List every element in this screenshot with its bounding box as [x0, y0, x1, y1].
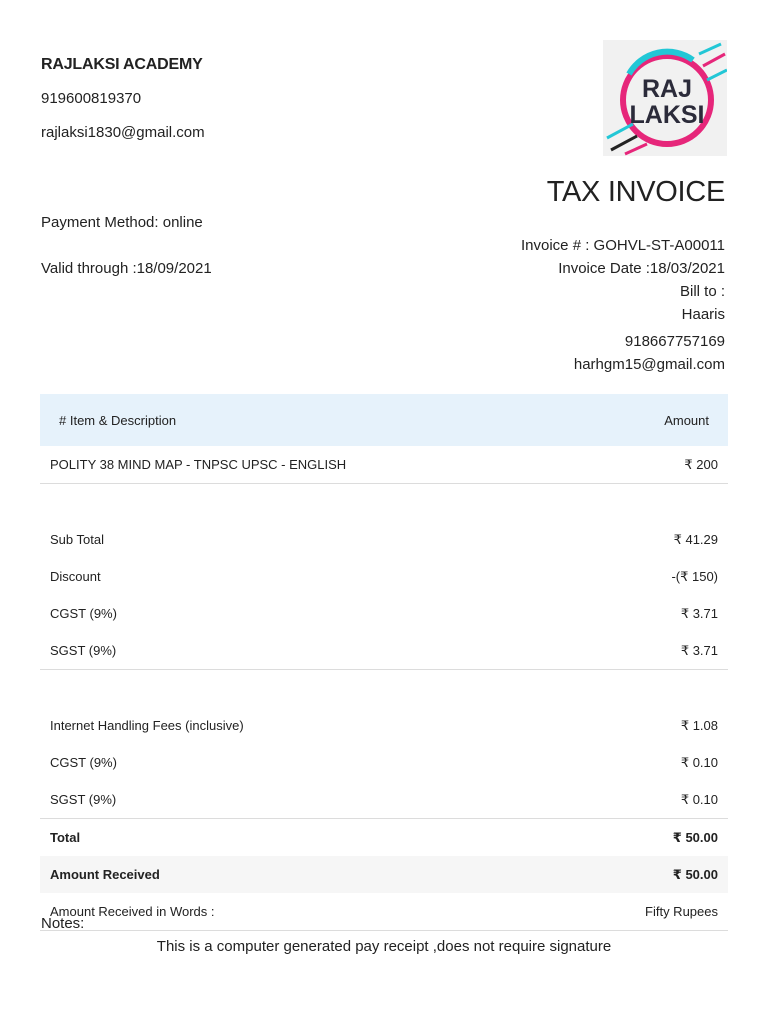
row-value: -(₹ 150)	[671, 568, 718, 584]
company-phone: 919600819370	[41, 90, 142, 107]
item-description: POLITY 38 MIND MAP - TNPSC UPSC - ENGLISH	[40, 446, 572, 484]
row-value: ₹ 3.71	[680, 605, 718, 621]
row-value: ₹ 41.29	[673, 531, 718, 547]
row-label: CGST (9%)	[50, 606, 117, 621]
row-label: Discount	[50, 569, 101, 584]
bill-to-name: Haaris	[681, 306, 725, 323]
row-label: Amount Received	[40, 856, 572, 893]
row-label: CGST (9%)	[50, 755, 117, 770]
table-header	[40, 394, 728, 446]
total-row	[40, 819, 728, 857]
sgst-row	[40, 632, 728, 670]
table-row	[40, 446, 728, 484]
row-label: Sub Total	[50, 532, 104, 547]
row-label: SGST (9%)	[40, 781, 572, 819]
company-email: rajlaksi1830@gmail.com	[41, 124, 205, 141]
row-value: ₹ 0.10	[680, 754, 718, 770]
company-logo	[603, 40, 727, 156]
invoice-title: TAX INVOICE	[546, 176, 725, 208]
bill-to-label: Bill to :	[679, 283, 725, 300]
logo-text-line1: RAJ	[641, 75, 693, 103]
invoice-date: Invoice Date :18/03/2021	[558, 260, 725, 277]
notes-label: Notes:	[41, 915, 85, 932]
row-value: ₹ 1.08	[680, 717, 718, 733]
row-value: ₹ 50.00	[672, 829, 718, 845]
row-label: Total	[50, 830, 81, 845]
amount-words-row	[40, 893, 728, 931]
discount-row	[40, 558, 728, 595]
item-amount: ₹ 200	[572, 446, 728, 484]
row-value: ₹ 50.00	[572, 856, 728, 893]
bill-to-email: harhgm15@gmail.com	[573, 356, 725, 373]
cgst-row	[40, 595, 728, 632]
company-name: RAJLAKSI ACADEMY	[41, 56, 203, 73]
row-value: Fifty Rupees	[572, 893, 728, 931]
handling-fees-row	[40, 707, 728, 744]
bill-to-phone: 918667757169	[624, 333, 725, 350]
subtotal-row	[40, 521, 728, 558]
payment-method: Payment Method: online	[41, 214, 203, 231]
invoice-number: Invoice # : GOHVL-ST-A00011	[521, 237, 725, 254]
row-label: Amount Received in Words :	[40, 893, 572, 931]
header-amount: Amount	[572, 394, 728, 446]
row-label: SGST (9%)	[40, 632, 572, 670]
header-item: # Item & Description	[40, 394, 572, 446]
invoice-table	[40, 394, 728, 931]
row-label: Internet Handling Fees (inclusive)	[50, 718, 244, 733]
fees-sgst-row	[40, 781, 728, 819]
fees-cgst-row	[40, 744, 728, 781]
valid-through: Valid through :18/09/2021	[41, 260, 212, 277]
logo-text-line2: LAKSI	[629, 101, 705, 129]
amount-received-row	[40, 856, 728, 893]
notes-text: This is a computer generated pay receipt ,does not require signature	[156, 938, 612, 955]
row-value: ₹ 3.71	[572, 632, 728, 670]
row-value: ₹ 0.10	[572, 781, 728, 819]
